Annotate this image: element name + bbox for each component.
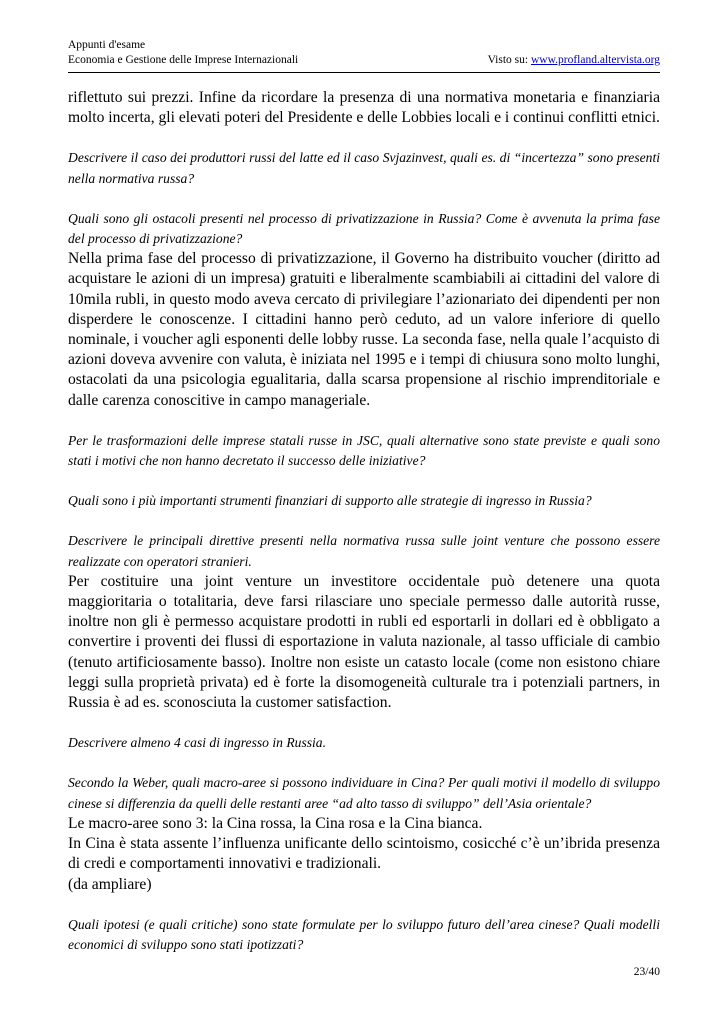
question: Descrivere almeno 4 casi di ingresso in Russia. (68, 735, 326, 751)
page-header (68, 38, 660, 73)
question: Per le trasformazioni delle imprese statali russe in JSC, quali alternative sono state previste e quali sono stati i motivi che non hanno decretato il successo delle iniziative? (68, 432, 660, 469)
answer: Nella prima fase del processo di privatizzazione, il Governo ha distribuito voucher (diritto ad acquistare le azioni di un impresa) gratuiti e liberalmente scambiabili ai cittadini del valore di 10mila rubli, in questo modo aveva cercato di privilegiare l’azionariato dei dipendenti per non disperdere le conoscenze. I cittadini hanno però ceduto, ad un valore inferiore di quello nominale, i voucher agli esponenti delle lobby russe. La seconda fase, nella quale l’acquisto di azioni doveva avvenire con valuta, è iniziata nel 1995 e i tempi di chiusura sono molto lunghi, ostacolati da una psicologia egualitaria, dalla scarsa propensione al rischio imprenditoriale e dalle carenza conoscitive in campo manageriale. (68, 250, 660, 409)
answer: (da ampliare) (68, 875, 152, 893)
question: Secondo la Weber, quali macro-aree si possono individuare in Cina? Per quali motivi il modello di sviluppo cinese si differenzia da quelli delle restanti aree “ad alto tasso di sviluppo” dell’Asia orientale? (68, 775, 660, 811)
header-title: Appunti d'esame (68, 39, 146, 51)
header-course: Economia e Gestione delle Imprese Internazionali (68, 54, 299, 66)
page-content (68, 88, 660, 955)
question: Quali ipotesi (e quali critiche) sono state formulate per lo sviluppo futuro dell’area cinese? Quali modelli economici di sviluppo sono stati ipotizzati? (68, 916, 660, 952)
question: Descrivere il caso dei produttori russi del latte ed il caso Svjazinvest, quali es. di “incertezza” sono presenti nella normativa russa? (68, 150, 660, 186)
page-number: 23/40 (633, 966, 660, 978)
question: Quali sono gli ostacoli presenti nel processo di privatizzazione in Russia? Come è avvenuta la prima fase del processo di privatizzazione? (68, 210, 660, 247)
question: Descrivere le principali direttive presenti nella normativa russa sulle joint venture che possono essere realizzate con operatori stranieri. (68, 533, 660, 569)
answer: Le macro-aree sono 3: la Cina rossa, la Cina rosa e la Cina bianca. (68, 814, 483, 832)
source-link[interactable]: www.profland.altervista.org (530, 54, 660, 66)
header-source (488, 53, 660, 68)
answer: Per costituire una joint venture un investitore occidentale può detenere una quota maggioritaria o totalitaria, deve farsi rilasciare uno speciale permesso dalle autorità russe, inoltre non gli è permesso acquistare prodotti in rubli ed esportarli in dollari ed è obbligato a convertire i proventi dei flussi di esportazione in valuta nazionale, al tasso ufficiale di cambio (tenuto artificiosamente basso). Inoltre non esiste un catasto locale (come non esistono chiare leggi sulla proprietà privata) ed è forte la disomogeneità culturale tra i potenziali partners, in Russia è ad es. sconosciuta la customer satisfaction. (68, 572, 660, 712)
header-source-label: Visto su: (487, 54, 531, 66)
paragraph: riflettuto sui prezzi. Infine da ricordare la presenza di una normativa monetaria e finanziaria molto incerta, gli elevati poteri del Presidente e delle Lobbies locali e i continui conflitti etnici. (68, 89, 660, 127)
answer: In Cina è stata assente l’influenza unificante dello scintoismo, cosicché c’è un’ibrida presenza di credi e comportamenti innovativi e tradizionali. (68, 835, 660, 873)
question: Quali sono i più importanti strumenti finanziari di supporto alle strategie di ingresso in Russia? (68, 493, 592, 509)
